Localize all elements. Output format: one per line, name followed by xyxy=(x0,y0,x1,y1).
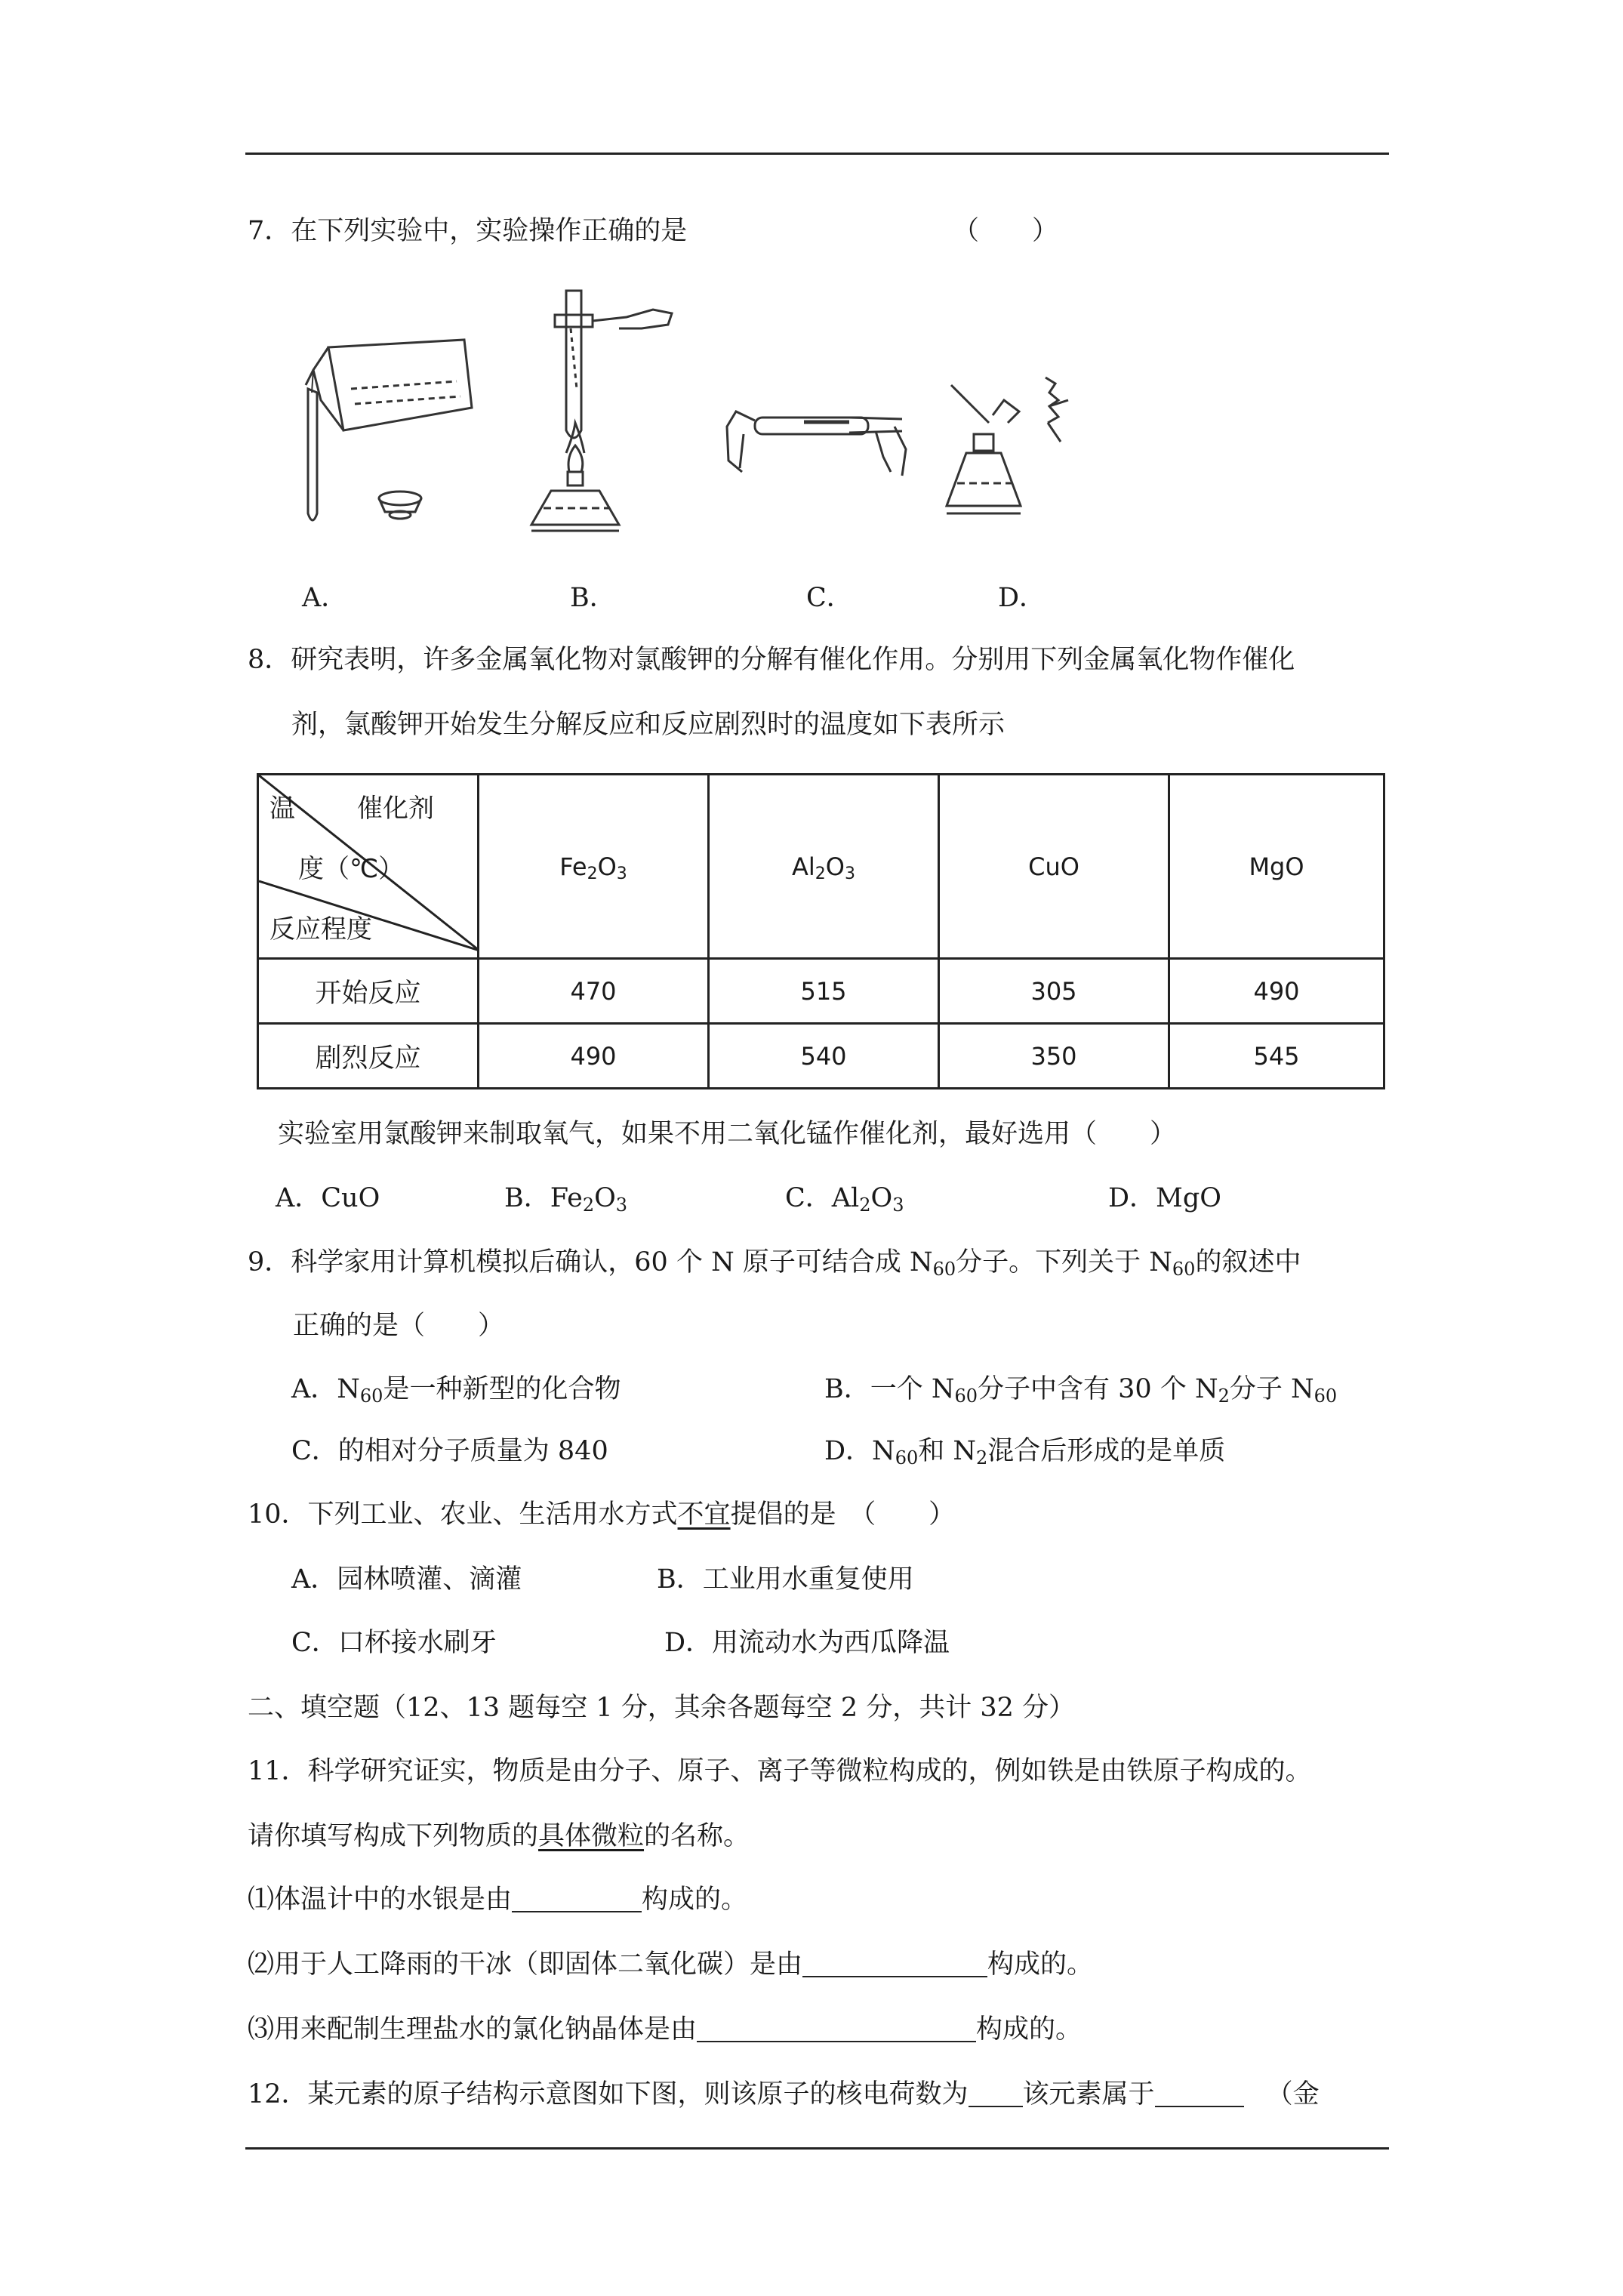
table-cell: 515 xyxy=(709,959,939,1024)
apparatus-a-pouring-liquid xyxy=(283,317,479,544)
q7-option-c[interactable]: C． xyxy=(806,583,853,613)
text-part: 的名称。 xyxy=(644,1821,750,1851)
q8-number: 8． xyxy=(248,645,291,675)
q9-option-a[interactable] xyxy=(291,1371,621,1407)
formula-part: Fe xyxy=(559,852,587,881)
formula-sub: 2 xyxy=(859,1194,871,1216)
row-label: 开始反应 xyxy=(258,959,479,1024)
underlined-emphasis: 不宜 xyxy=(677,1499,731,1530)
q10-option-d[interactable]: D．用流动水为西瓜降温 xyxy=(664,1628,950,1658)
q10-option-b[interactable]: B．工业用水重复使用 xyxy=(657,1564,914,1595)
formula-sub: 60 xyxy=(895,1447,919,1469)
header-catalyst: 催化剂 xyxy=(357,794,434,824)
q11-part3 xyxy=(248,2011,1082,2048)
formula-sub: 60 xyxy=(1172,1259,1196,1280)
q8-option-d[interactable]: D．MgO xyxy=(1108,1183,1221,1213)
text-part: D．N xyxy=(824,1436,895,1466)
text-part: 分子 N xyxy=(1229,1374,1314,1404)
formula-part: Al xyxy=(792,852,815,881)
text-part: 该元素属于 xyxy=(1022,2079,1155,2110)
formula-sub: 2 xyxy=(582,1194,595,1216)
text-part: 请你填写构成下列物质的 xyxy=(248,1821,539,1851)
col-header-al2o3 xyxy=(709,775,939,959)
q7-option-d[interactable]: D． xyxy=(998,583,1046,613)
formula-part: MgO xyxy=(1249,852,1304,881)
formula-sub: 2 xyxy=(587,864,598,883)
q11-stem-line1: 11．科学研究证实，物质是由分子、原子、离子等微粒构成的，例如铁是由铁原子构成的。 xyxy=(248,1756,1312,1786)
table-cell: 545 xyxy=(1169,1024,1384,1089)
text-part: ⑴体温计中的水银是由 xyxy=(248,1885,513,1915)
q12-stem xyxy=(248,2076,1320,2113)
table-cell: 490 xyxy=(479,1024,709,1089)
q9-stem-line1 xyxy=(248,1244,1301,1281)
table-row-vigorous xyxy=(258,1024,1384,1089)
q7-answer-bracket: （ ） xyxy=(953,216,1059,246)
q7-option-a[interactable]: A． xyxy=(302,583,348,613)
text-part: B．一个 N xyxy=(824,1374,955,1404)
apparatus-b-heating-test-tube xyxy=(521,283,694,540)
table-row-start xyxy=(258,959,1384,1024)
formula-sub: 3 xyxy=(844,864,855,883)
underlined-emphasis: 具体微粒 xyxy=(538,1821,645,1851)
answer-blank-1[interactable] xyxy=(512,1884,642,1912)
q11-stem-line2 xyxy=(248,1818,750,1854)
q8-option-c[interactable] xyxy=(785,1180,904,1216)
text-part: 构成的。 xyxy=(987,1949,1094,1980)
formula-sub: 60 xyxy=(954,1385,978,1407)
text-part: 构成的。 xyxy=(642,1885,748,1915)
text-part: 12．某元素的原子结构示意图如下图，则该原子的核电荷数为 xyxy=(248,2079,969,2110)
q8-stem-line1 xyxy=(248,642,1295,678)
row-label: 剧烈反应 xyxy=(258,1024,479,1089)
text-part: A．N xyxy=(291,1374,360,1404)
text-part: 分子中含有 30 个 N xyxy=(978,1374,1218,1404)
formula-sub: 3 xyxy=(616,864,627,883)
text-part: 是一种新型的化合物 xyxy=(383,1374,621,1404)
q8-option-a[interactable]: A．CuO xyxy=(276,1183,380,1213)
table-cell: 490 xyxy=(1169,959,1384,1024)
text-part: ⑶用来配制生理盐水的氯化钠晶体是由 xyxy=(248,2014,698,2045)
formula-part: B．Fe xyxy=(504,1183,583,1213)
formula-part: CuO xyxy=(1028,852,1079,881)
text-part: 的叙述中 xyxy=(1195,1247,1301,1277)
formula-sub: 60 xyxy=(359,1385,383,1407)
q8-option-b[interactable] xyxy=(504,1180,627,1216)
answer-blank-3[interactable] xyxy=(697,2014,976,2042)
formula-sub: 3 xyxy=(892,1194,904,1216)
q11-part1 xyxy=(248,1881,747,1918)
formula-part: C．Al xyxy=(785,1183,860,1213)
formula-part: O xyxy=(594,1183,616,1213)
text-part: 提倡的是 （ ） xyxy=(730,1499,956,1530)
q9-option-b[interactable] xyxy=(824,1371,1337,1407)
catalyst-temperature-table xyxy=(257,773,1385,1089)
text-part: 10．下列工业、农业、生活用水方式 xyxy=(248,1499,678,1530)
table-header-diagonal-cell xyxy=(258,775,479,959)
formula-part: O xyxy=(825,852,845,881)
col-header-fe2o3 xyxy=(479,775,709,959)
q7-number: 7． xyxy=(248,216,291,246)
formula-sub: 2 xyxy=(815,864,826,883)
q7-option-b[interactable]: B． xyxy=(570,583,616,613)
q10-option-a[interactable]: A．园林喷灌、滴灌 xyxy=(291,1564,522,1595)
col-header-mgo xyxy=(1169,775,1384,959)
text-part: （金 xyxy=(1266,2079,1320,2110)
text-part: 科学家用计算机模拟后确认，60 个 N 原子可结合成 N xyxy=(291,1247,933,1277)
header-reaction-degree: 反应程度 xyxy=(269,914,372,945)
q10-option-c[interactable]: C．口杯接水刷牙 xyxy=(291,1628,497,1658)
answer-blank-element-type[interactable] xyxy=(1155,2079,1244,2107)
text-part: 分子。下列关于 N xyxy=(956,1247,1172,1277)
q10-stem xyxy=(248,1496,955,1533)
bottom-rule xyxy=(245,2147,1389,2150)
text-part: 和 N xyxy=(918,1436,976,1466)
formula-sub: 60 xyxy=(932,1259,956,1280)
answer-blank-nuclear-charge[interactable] xyxy=(969,2079,1023,2107)
formula-part: O xyxy=(597,852,617,881)
text-part: 构成的。 xyxy=(976,2014,1083,2045)
q7-stem xyxy=(248,213,687,249)
text-part: ⑵用于人工降雨的干冰（即固体二氧化碳）是由 xyxy=(248,1949,803,1980)
apparatus-c-holding-test-tube xyxy=(721,404,910,487)
formula-part: O xyxy=(870,1183,893,1213)
table-cell: 470 xyxy=(479,959,709,1024)
header-temp-1: 温 xyxy=(269,794,295,824)
formula-sub: 60 xyxy=(1313,1385,1338,1407)
formula-sub: 2 xyxy=(976,1447,988,1469)
apparatus-d-lighting-alcohol-lamp xyxy=(936,370,1079,529)
table-cell: 540 xyxy=(709,1024,939,1089)
top-rule xyxy=(245,153,1389,155)
q9-number: 9． xyxy=(248,1247,291,1277)
answer-blank-2[interactable] xyxy=(802,1949,987,1977)
q7-text: 在下列实验中，实验操作正确的是 xyxy=(291,216,688,246)
formula-sub: 2 xyxy=(1218,1385,1230,1407)
table-cell: 305 xyxy=(939,959,1169,1024)
q9-option-c[interactable]: C．的相对分子质量为 840 xyxy=(291,1436,608,1466)
q9-stem-line2: 正确的是（ ） xyxy=(293,1311,505,1341)
q8-stem-line2: 剂，氯酸钾开始发生分解反应和反应剧烈时的温度如下表所示 xyxy=(291,710,1006,740)
table-cell: 350 xyxy=(939,1024,1169,1089)
q8-text-1: 研究表明，许多金属氧化物对氯酸钾的分解有催化作用。分别用下列金属氧化物作催化 xyxy=(291,645,1295,675)
col-header-cuo xyxy=(939,775,1169,959)
q11-part2 xyxy=(248,1946,1093,1983)
text-part: 混合后形成的是单质 xyxy=(987,1436,1226,1466)
section-heading: 二、填空题（12、13 题每空 1 分，其余各题每空 2 分，共计 32 分） xyxy=(248,1693,1076,1723)
q9-option-d[interactable] xyxy=(824,1433,1225,1469)
q8-question: 实验室用氯酸钾来制取氧气，如果不用二氧化锰作催化剂，最好选用（ ） xyxy=(278,1119,1177,1149)
formula-sub: 3 xyxy=(615,1194,628,1216)
header-temp-2: 度（℃） xyxy=(298,854,405,884)
